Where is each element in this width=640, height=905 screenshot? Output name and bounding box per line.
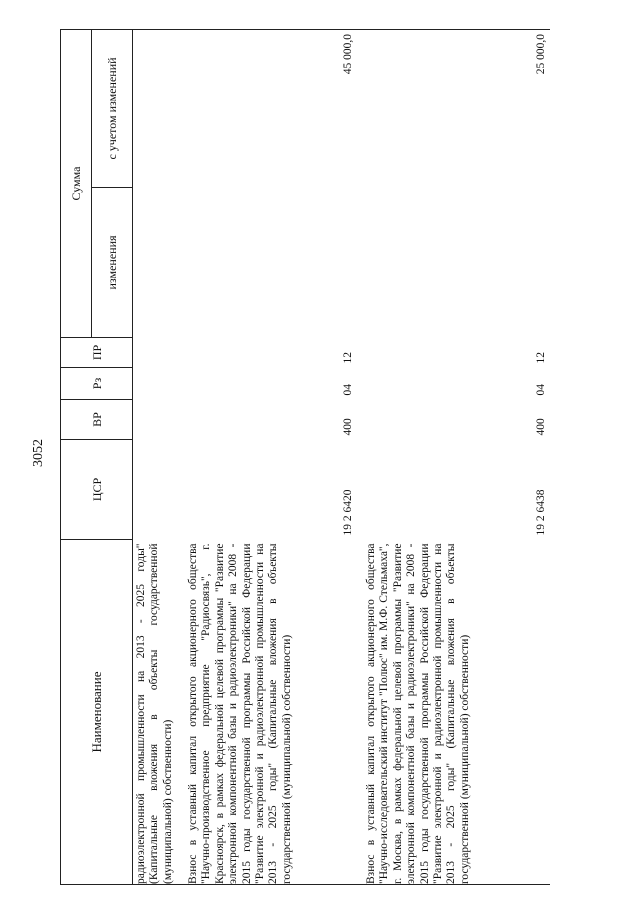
budget-table: [60, 29, 550, 885]
row-vr: [133, 400, 180, 440]
table-row: [133, 29, 180, 884]
row-name: радиоэлектронной промышленности на 2013 - 2025 годы" (Капитальные вложения в объекты государственной (муниципальной) собственности): [133, 540, 180, 885]
header-rz: Рз: [61, 368, 133, 400]
row-pr: 12: [341, 352, 354, 364]
table-row: [179, 29, 357, 884]
row-csr: [133, 440, 180, 540]
header-with-changes: с учетом изменений: [92, 29, 133, 187]
row-total: 45 000,0: [179, 29, 357, 187]
row-rz: 04: [341, 384, 354, 396]
row-name: Взнос в уставный капитал открытого акционерного общества "Научно-исследовательский институт "Полюс" им. М.Ф. Стельмаха", г. Москва, в рамках федеральной целевой программы "Развитие электронной компонентной базы и радиоэлектроники" на 2008 - 2015 годы государственной программы Российской Федерации "Развитие электронной и радиоэлектронной промышленности на 2013 - 2025 годы" (Капитальные вложения в объекты государственной (муниципальной) собственности): [357, 540, 550, 885]
row-change: [133, 188, 180, 338]
row-vr: 400: [534, 418, 547, 436]
row-vr: 400: [341, 418, 354, 436]
header-name: Наименование: [61, 540, 133, 885]
row-total: [133, 29, 180, 187]
row-name: Взнос в уставный капитал открытого акционерного общества "Научно-производственное предприятие "Радиосвязь", г. Красноярск, в рамках федеральной целевой программы "Развитие электронной компонентной базы и радиоэлектроники" на 2008 - 2015 годы государственной программы Российской Федерации "Развитие электронной и радиоэлектронной промышленности на 2013 - 2025 годы" (Капитальные вложения в объекты государственной (муниципальной) собственности): [179, 540, 357, 885]
header-csr: ЦСР: [61, 440, 133, 540]
header-sum: Сумма: [61, 29, 92, 337]
header-pr: ПР: [61, 338, 133, 368]
row-pr: [133, 338, 180, 368]
header-vr: ВР: [61, 400, 133, 440]
table-row: [357, 29, 550, 884]
row-csr: 19 2 6420: [341, 489, 354, 536]
row-total: 25 000,0: [357, 29, 550, 187]
row-change: [357, 188, 550, 338]
header-change: изменения: [92, 188, 133, 338]
row-pr: 12: [534, 352, 547, 364]
rotated-table-sheet: [60, 0, 640, 905]
row-rz: [133, 368, 180, 400]
row-rz: 04: [534, 384, 547, 396]
page-number: 3052: [31, 439, 46, 467]
row-csr: 19 2 6438: [534, 489, 547, 536]
row-change: [179, 188, 357, 338]
